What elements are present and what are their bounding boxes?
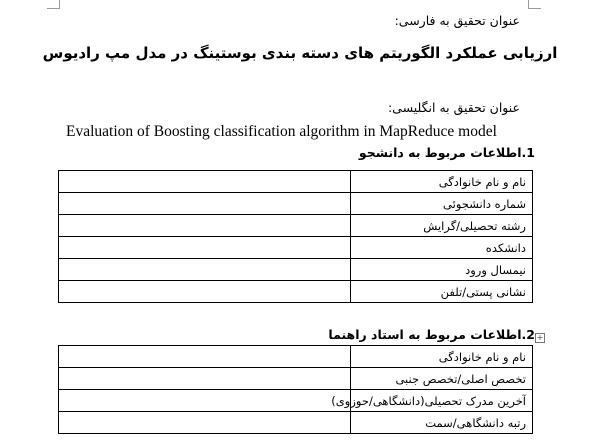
student-value-cell[interactable] <box>59 237 351 259</box>
table-row <box>59 412 533 434</box>
table-row <box>59 346 533 368</box>
advisor-value-cell[interactable] <box>59 368 351 390</box>
student-value-cell[interactable] <box>59 281 351 303</box>
student-value-cell[interactable] <box>59 171 351 193</box>
student-label-cell: نشانی پستی/تلفن <box>351 281 533 303</box>
table-row <box>59 259 533 281</box>
advisor-label-cell: تخصص اصلی/تخصص جنبی <box>351 368 533 390</box>
page-corner-mark <box>528 0 541 9</box>
advisor-value-cell[interactable] <box>59 346 351 368</box>
student-value-cell[interactable] <box>59 215 351 237</box>
table-move-handle-icon[interactable]: + <box>536 333 544 342</box>
student-value-cell[interactable] <box>59 259 351 281</box>
advisor-value-cell[interactable] <box>59 412 351 434</box>
table-row <box>59 237 533 259</box>
student-label-cell: نام و نام خانوادگی <box>351 171 533 193</box>
student-info-table <box>58 170 533 303</box>
student-section-heading: 1.اطلاعات مربوط به دانشجو <box>358 145 535 160</box>
student-label-cell: رشته تحصیلی/گرایش <box>351 215 533 237</box>
student-value-cell[interactable] <box>59 193 351 215</box>
advisor-value-cell[interactable] <box>59 390 351 412</box>
english-title: Evaluation of Boosting classification algorithm in MapReduce model <box>66 123 497 140</box>
advisor-label-cell: آخرین مدرک تحصیلی(دانشگاهی/حوزوی) <box>351 390 533 412</box>
advisor-info-table <box>58 345 533 434</box>
advisor-label-cell: نام و نام خانوادگی <box>351 346 533 368</box>
student-label-cell: دانشکده <box>351 237 533 259</box>
page-corner-mark <box>47 0 60 9</box>
table-row <box>59 368 533 390</box>
advisor-section-heading: 2.اطلاعات مربوط به استاد راهنما <box>328 327 535 342</box>
advisor-label-cell: رتبه دانشگاهی/سمت <box>351 412 533 434</box>
table-row <box>59 390 533 412</box>
persian-title: ارزیابی عملکرد الگوریتم های دسته بندی بوستینگ در مدل مپ رادیوس <box>42 44 558 62</box>
student-label-cell: شماره دانشجوئی <box>351 193 533 215</box>
table-row <box>59 215 533 237</box>
table-row <box>59 281 533 303</box>
table-row <box>59 193 533 215</box>
student-label-cell: نیمسال ورود <box>351 259 533 281</box>
table-row <box>59 171 533 193</box>
persian-title-label: عنوان تحقیق به فارسی: <box>394 13 520 28</box>
english-title-label: عنوان تحقیق به انگلیسی: <box>387 100 520 115</box>
